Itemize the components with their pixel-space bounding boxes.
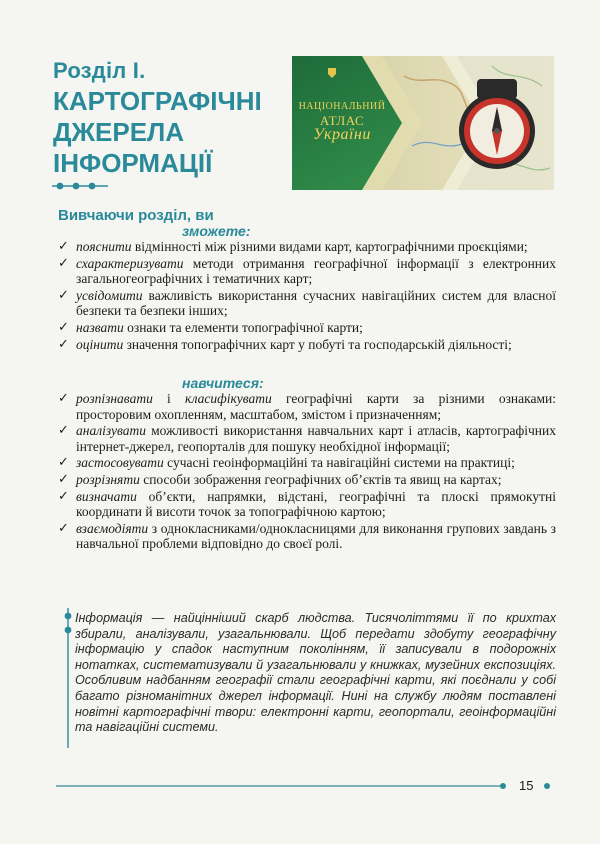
- checkmark-icon: ✓: [58, 336, 69, 352]
- info-side-ornament: [62, 608, 74, 748]
- atlas-title-line: АТЛАС: [319, 113, 365, 128]
- list-item: ✓ взаємодіяти з однокласниками/однокласницями для виконання групових завдань з навчальної проблеми відповідно до своєї ролі.: [58, 520, 556, 552]
- atlas-cover-image: [292, 56, 554, 190]
- list-item: ✓ застосовувати сучасні геоінформаційні та навігаційні системи на практиці;: [58, 455, 515, 471]
- list-item: ✓ аналізувати можливості використання навчальних карт і атласів, картографічних інтернет-джерел, геопорталів для пошуку необхідної інформації;: [58, 423, 556, 454]
- checkmark-icon: ✓: [58, 287, 69, 303]
- checkmark-icon: ✓: [58, 520, 69, 536]
- page-number: 15: [519, 778, 534, 793]
- footer-dot: [544, 783, 550, 789]
- checkmark-icon: ✓: [58, 391, 69, 406]
- atlas-title: [294, 100, 390, 142]
- list-item: ✓ пояснити відмінності між різними видами карт, картографічними проєкціями;: [58, 239, 528, 254]
- checkmark-icon: ✓: [58, 423, 69, 439]
- section-title: [53, 86, 288, 179]
- section-label: Розділ I.: [53, 58, 146, 83]
- intro-heading: Вивчаючи розділ, ви: [58, 207, 214, 224]
- footer-dot: [500, 783, 506, 789]
- section-title-line: ДЖЕРЕЛА: [53, 117, 185, 147]
- atlas-title-line: України: [313, 126, 371, 143]
- checkmark-icon: ✓: [58, 471, 69, 487]
- section-title-line: ІНФОРМАЦІЇ: [53, 148, 213, 178]
- list-item: ✓ схарактеризувати методи отримання географічної інформації з електронних загальногеографічних і тематичних карт;: [58, 255, 556, 287]
- can-heading: зможете:: [182, 223, 251, 239]
- list-item: ✓ назвати ознаки та елементи топографічної карти;: [58, 319, 363, 335]
- can-list: [58, 239, 556, 353]
- checkmark-icon: ✓: [58, 488, 69, 504]
- checkmark-icon: ✓: [58, 255, 69, 271]
- footer-divider: [56, 785, 504, 787]
- decorative-dots: [52, 182, 112, 190]
- list-item: ✓ оцінити значення топографічних карт у побуті та господарській діяльності;: [58, 336, 512, 352]
- list-item: ✓ розпізнавати і класифікувати географічні карти за різними ознаками: просторовим охопленням, масштабом, змістом і призначенням;: [58, 391, 556, 422]
- list-item: ✓ визначати об’єкти, напрямки, відстані, географічні та плоскі прямокутні координати й висоти точок за топографічною картою;: [58, 488, 556, 520]
- checkmark-icon: ✓: [58, 319, 69, 335]
- atlas-title-line: НАЦІОНАЛЬНИЙ: [298, 101, 386, 112]
- info-paragraph: Інформація — найцінніший скарб людства. Тисячоліттями її по крихтах збирали, аналізували, узагальнювали. Щоб передати здобуту географічну інформацію у спадок наступним поколінням, її записували в подорожніх нотатках, систематизували й узагальнювали у книжках, музейних експозиціях. Особливим надбанням географії стали географічні карти, які поєднали у собі багато різноманітних джерел інформації. Нині на службу людям поставлені новітні картографічні твори: електронні карти, геопортали, геоінформаційні та навігаційні системи.: [75, 611, 556, 735]
- list-item: ✓ розрізняти способи зображення географічних об’єктів та явищ на картах;: [58, 471, 502, 487]
- learn-list: [58, 391, 556, 553]
- list-item: ✓ усвідомити важливість використання сучасних навігаційних систем для власної безпеки та безпеки інших;: [58, 287, 556, 319]
- checkmark-icon: ✓: [58, 239, 69, 254]
- section-title-line: КАРТОГРАФІЧНІ: [53, 86, 262, 116]
- checkmark-icon: ✓: [58, 455, 69, 471]
- learn-heading: навчитеся:: [182, 375, 264, 391]
